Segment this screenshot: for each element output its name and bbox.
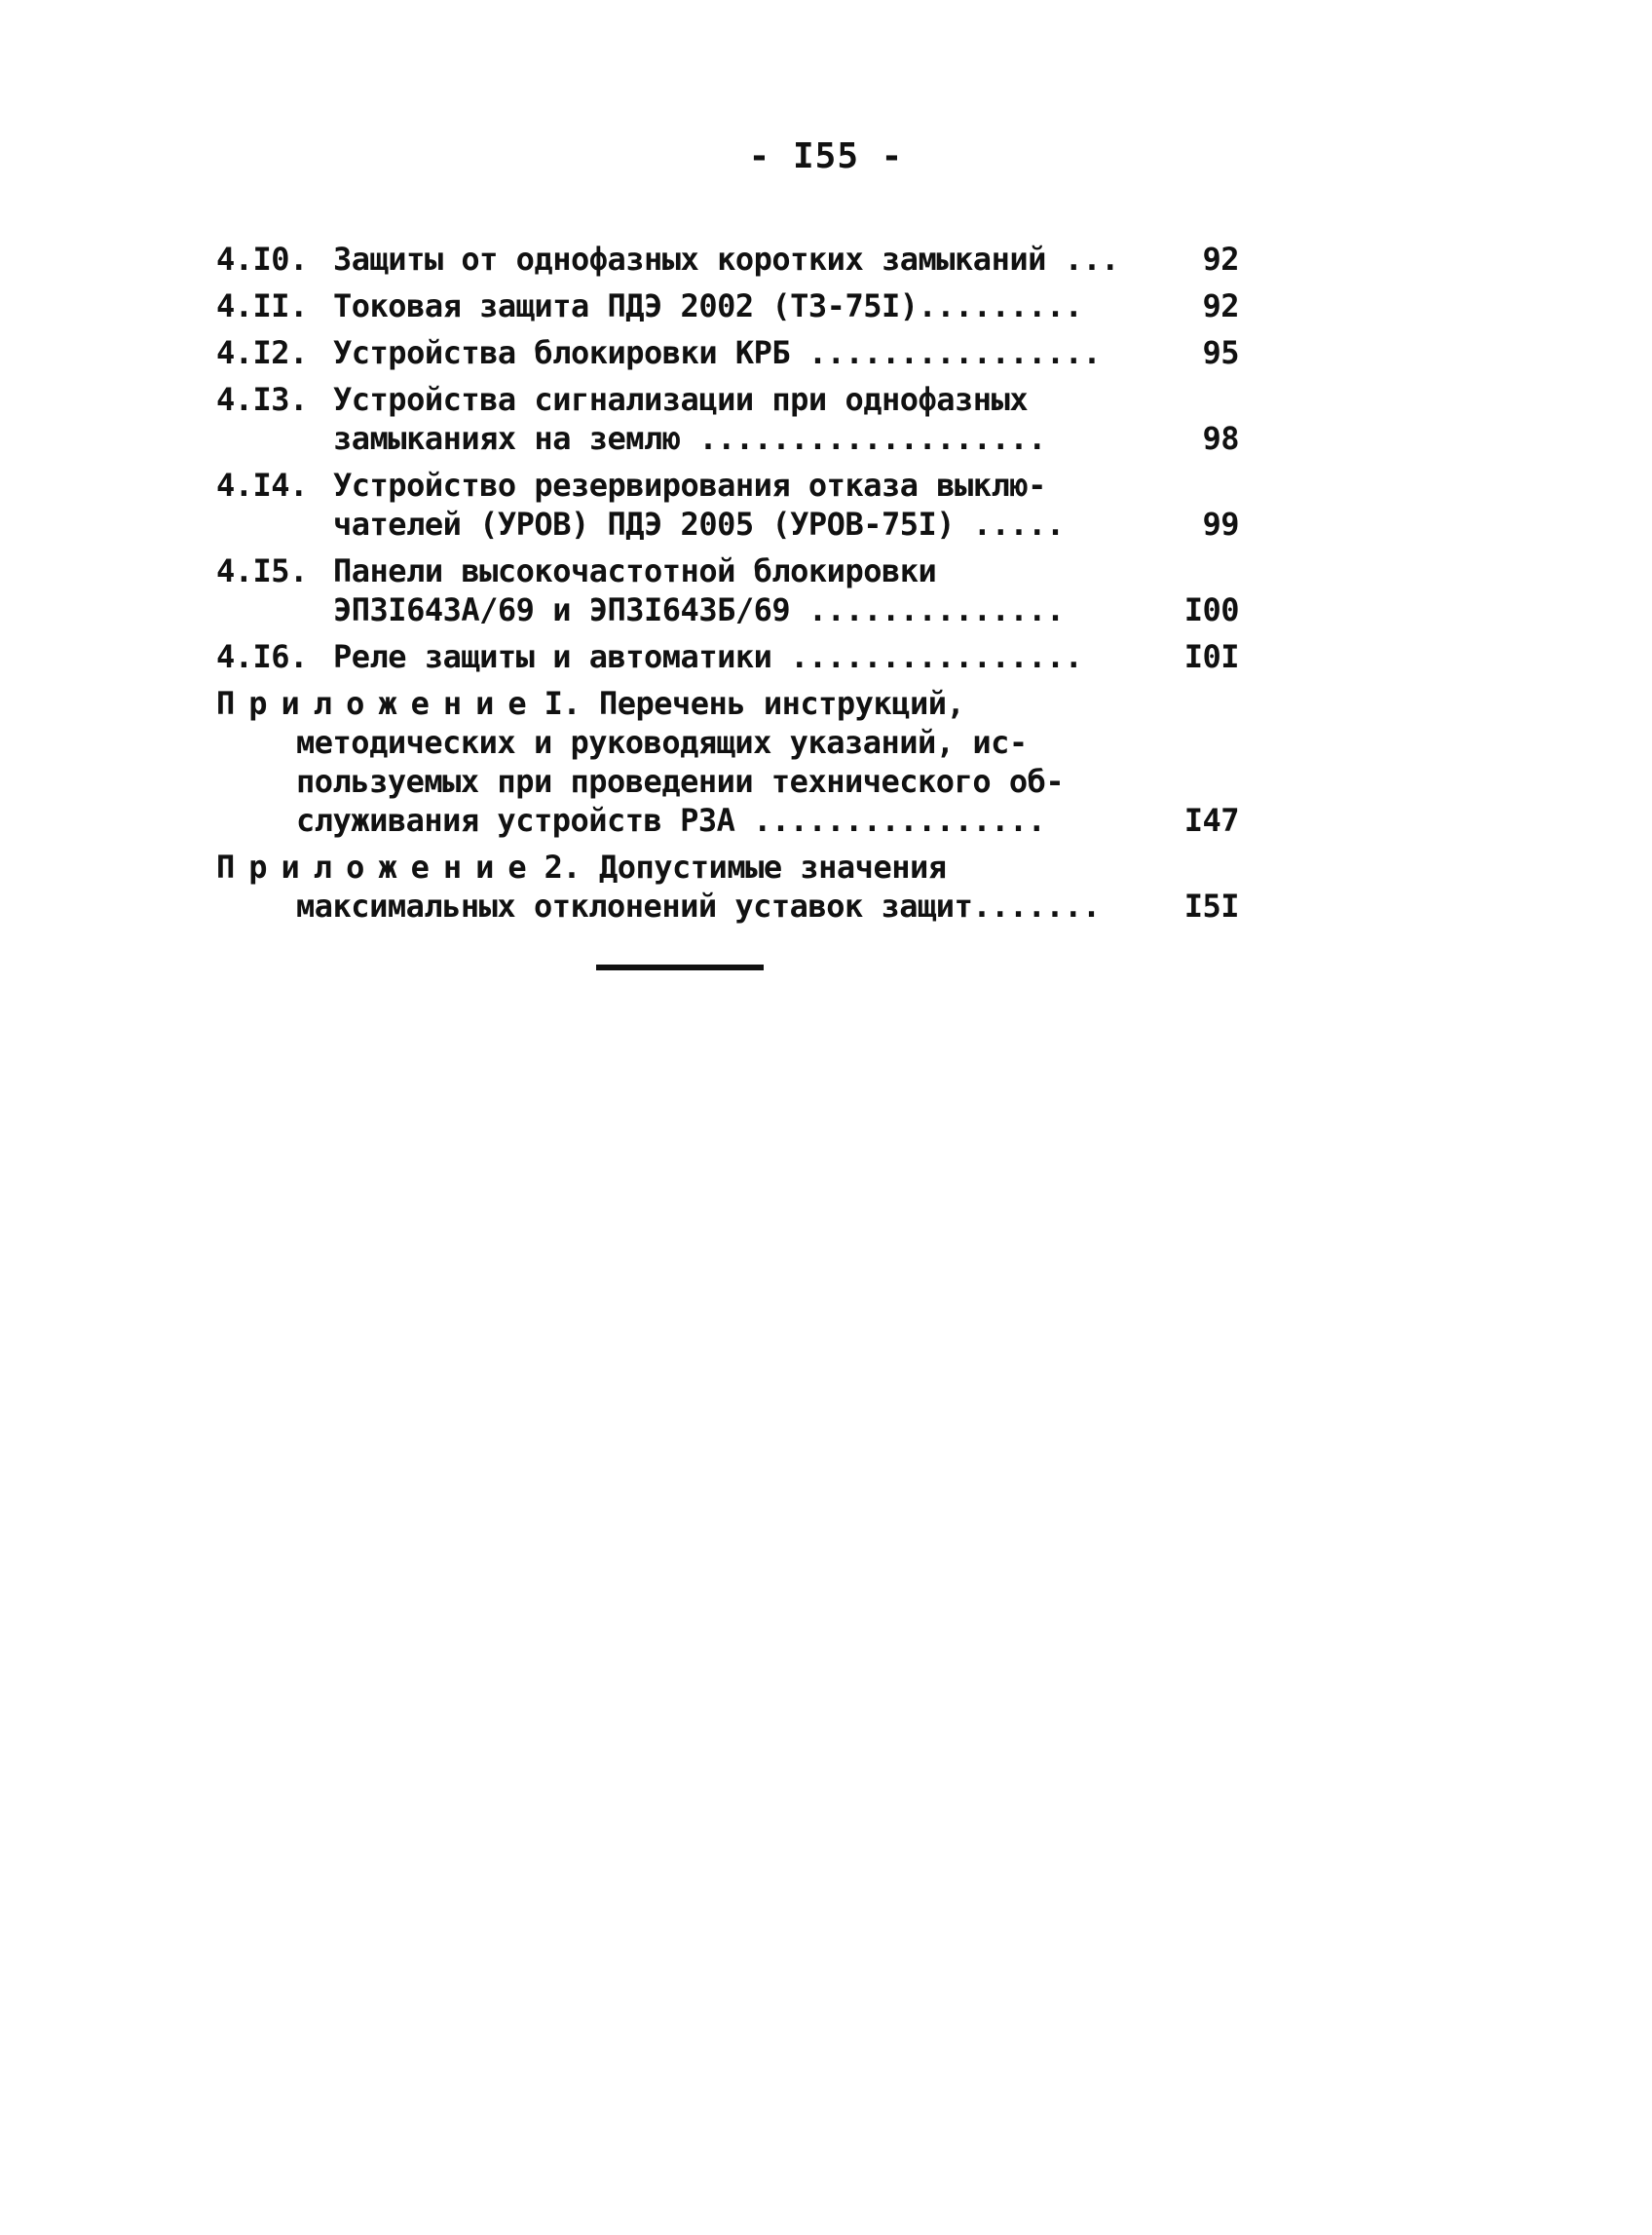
toc-entry-page: 98 [1202, 420, 1239, 457]
toc-entry-page: I47 [1183, 802, 1239, 839]
toc-entry-number: 4.I3. [216, 381, 308, 418]
toc-entry-4-11[interactable] [216, 286, 1239, 325]
toc-appendix-2[interactable] [216, 848, 1239, 926]
toc-entry-4-10[interactable] [216, 240, 1239, 279]
appendix-title-continuation: максимальных отклонений уставок защит....... [296, 888, 1101, 925]
table-of-contents [216, 240, 1239, 933]
appendix-title: 2. Допустимые значения [544, 849, 947, 886]
toc-entry-title: Реле защиты и автоматики ................ [333, 638, 1083, 675]
toc-entry-title: Устройство резервирования отказа выклю- [333, 467, 1046, 504]
toc-entry-title-continuation: замыканиях на землю ................... [333, 420, 1046, 457]
toc-entry-page: I0I [1183, 638, 1239, 675]
toc-entry-page: 92 [1202, 287, 1239, 324]
toc-entry-title: Защиты от однофазных коротких замыканий ... [333, 241, 1119, 278]
toc-entry-4-13[interactable] [216, 380, 1239, 458]
toc-entry-title: Панели высокочастотной блокировки [333, 552, 937, 589]
toc-entry-number: 4.II. [216, 287, 308, 324]
toc-entry-page: 99 [1202, 506, 1239, 543]
toc-entry-title: Устройства блокировки КРБ ................ [333, 334, 1102, 371]
end-rule [596, 965, 764, 970]
appendix-label: Приложение [216, 849, 541, 886]
toc-appendix-1[interactable] [216, 684, 1239, 840]
appendix-title-continuation: методических и руководящих указаний, ис- [296, 724, 1028, 761]
appendix-title-continuation: пользуемых при проведении технического об- [296, 763, 1065, 800]
appendix-title-continuation: служивания устройств РЗА ................ [296, 802, 1046, 839]
toc-entry-title: Устройства сигнализации при однофазных [333, 381, 1029, 418]
appendix-label: Приложение [216, 685, 541, 722]
toc-entry-number: 4.I0. [216, 241, 308, 278]
toc-entry-number: 4.I5. [216, 552, 308, 589]
toc-entry-number: 4.I4. [216, 467, 308, 504]
toc-entry-title-continuation: чателей (УРОВ) ПДЭ 2005 (УРОВ-75I) ..... [333, 506, 1065, 543]
toc-entry-4-15[interactable] [216, 551, 1239, 629]
toc-entry-number: 4.I6. [216, 638, 308, 675]
toc-entry-page: I5I [1183, 888, 1239, 925]
toc-entry-number: 4.I2. [216, 334, 308, 371]
toc-entry-page: 95 [1202, 334, 1239, 371]
appendix-title: I. Перечень инструкций, [544, 685, 965, 722]
toc-entry-title-continuation: ЭПЗI643А/69 и ЭПЗI643Б/69 .............. [333, 591, 1065, 628]
page-number: - I55 - [748, 136, 904, 176]
toc-entry-4-14[interactable] [216, 466, 1239, 544]
toc-entry-4-12[interactable] [216, 333, 1239, 372]
toc-entry-page: 92 [1202, 241, 1239, 278]
toc-entry-title: Токовая защита ПДЭ 2002 (ТЗ-75I)......... [333, 287, 1083, 324]
toc-entry-page: I00 [1183, 591, 1239, 628]
toc-entry-4-16[interactable] [216, 637, 1239, 676]
